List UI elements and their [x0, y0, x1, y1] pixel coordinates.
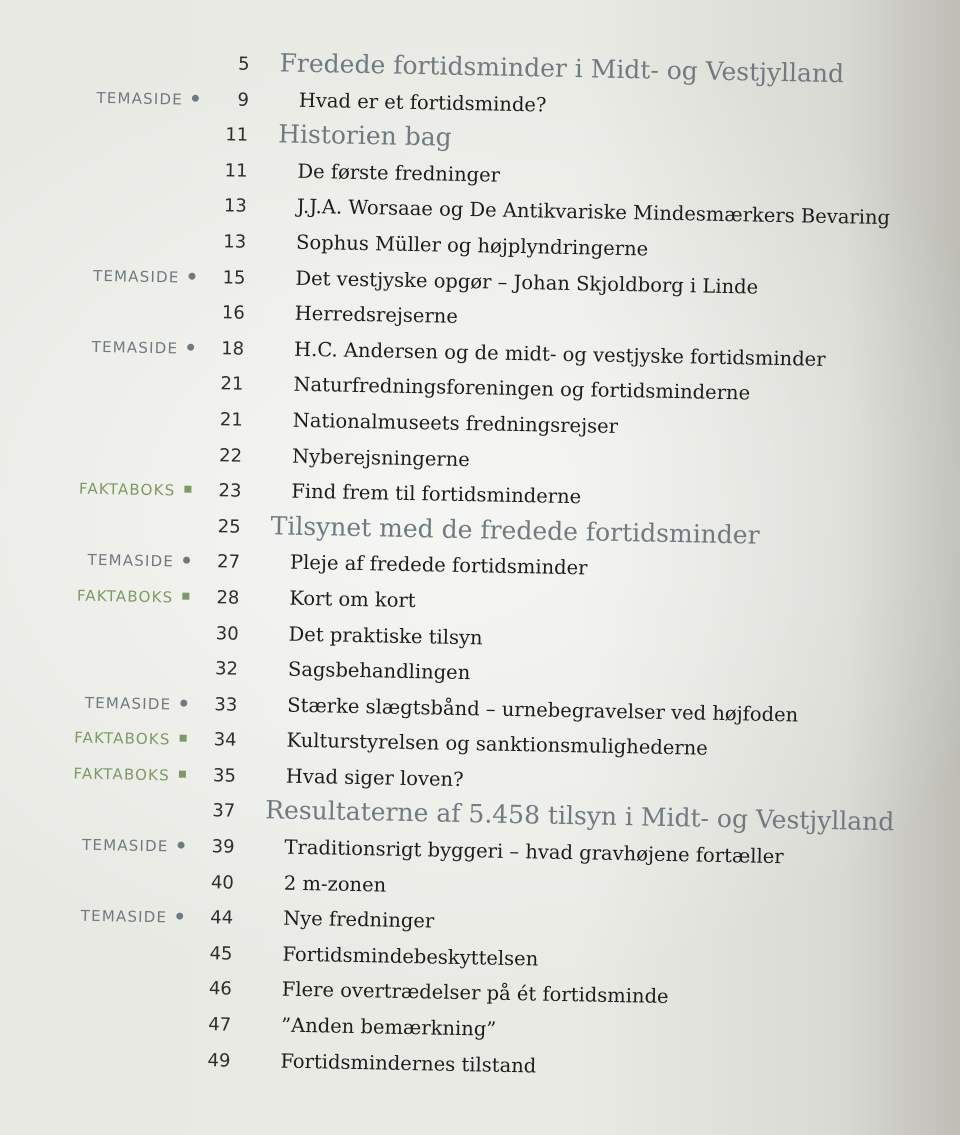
temaside-label — [93, 266, 196, 286]
page-number: 30 — [215, 622, 239, 645]
page-number: 11 — [224, 160, 248, 182]
bullet-square-icon — [184, 486, 191, 493]
page-number: 22 — [218, 444, 243, 467]
temaside-label — [81, 907, 184, 927]
temaside-label — [85, 693, 188, 713]
tag-text: TEMASIDE — [91, 337, 179, 358]
tag-text: TEMASIDE — [96, 88, 184, 109]
faktaboks-label — [73, 764, 186, 784]
faktaboks-label — [77, 586, 190, 606]
page-number: 23 — [218, 480, 242, 502]
page-number: 21 — [220, 373, 244, 396]
faktaboks-label — [79, 480, 192, 500]
faktaboks-label — [74, 729, 187, 749]
bullet-dot-icon — [183, 557, 190, 564]
page-number: 15 — [222, 266, 246, 289]
page-number: 44 — [210, 907, 234, 929]
bullet-dot-icon — [188, 272, 195, 279]
section-heading: Historien bag — [277, 119, 452, 152]
page-number: 5 — [237, 53, 250, 75]
entry-title: De første fredninger — [297, 159, 501, 187]
bullet-dot-icon — [178, 842, 185, 849]
page-number: 46 — [208, 978, 233, 1001]
entry-title: Kulturstyrelsen og sanktionsmulighederne — [286, 728, 709, 760]
entry-title: Fortidsmindebeskyttelsen — [282, 942, 539, 971]
page-number: 18 — [221, 338, 245, 360]
bullet-dot-icon — [176, 913, 183, 920]
entry-title: Nyberejsningerne — [291, 444, 471, 471]
page-number: 32 — [214, 658, 239, 680]
entry-title: Det praktiske tilsyn — [288, 622, 483, 649]
temaside-label — [92, 338, 195, 358]
page-number: 21 — [219, 409, 243, 431]
entry-title: Kort om kort — [289, 586, 416, 612]
temaside-label — [82, 836, 185, 856]
page-number: 25 — [217, 515, 241, 538]
bullet-square-icon — [180, 735, 187, 742]
bullet-dot-icon — [180, 699, 187, 706]
tag-text: TEMASIDE — [87, 551, 175, 571]
page-number: 28 — [216, 587, 240, 609]
entry-title: Det vestjyske opgør – Johan Skjoldborg i Linde — [295, 266, 759, 299]
table-of-contents — [0, 40, 960, 1090]
entry-title: Nationalmuseets fredningsrejser — [292, 408, 619, 438]
page-number: 33 — [214, 693, 238, 716]
entry-title: Fortidsmindernes tilstand — [280, 1049, 537, 1078]
entry-title: 2 m-zonen — [283, 871, 387, 897]
bullet-dot-icon — [192, 94, 199, 101]
entry-title: Hvad er et fortidsminde? — [298, 88, 547, 117]
entry-title: Flere overtrædelser på ét fortidsminde — [281, 978, 669, 1009]
bullet-square-icon — [179, 770, 186, 777]
page-number: 13 — [223, 195, 248, 218]
page-number: 9 — [237, 89, 250, 111]
entry-title: J.J.A. Worsaae og De Antikvariske Mindesmærkers Bevaring — [296, 195, 891, 230]
page-number: 47 — [208, 1014, 232, 1036]
entry-title: Hvad siger loven? — [285, 764, 464, 791]
section-heading: Fredede fortidsminder i Midt- og Vestjylland — [279, 48, 845, 89]
tag-text: TEMASIDE — [81, 835, 169, 856]
page-number: 39 — [211, 836, 235, 858]
page-number: 11 — [225, 124, 249, 146]
page-number: 45 — [209, 943, 233, 965]
page-number: 13 — [223, 231, 247, 253]
entry-title: H.C. Andersen og de midt- og vestjyske fortidsminder — [293, 337, 826, 371]
page-number: 27 — [216, 551, 241, 574]
page-number: 37 — [212, 800, 236, 823]
tag-text: FAKTABOKS — [74, 728, 171, 749]
entry-title: ”Anden bemærkning” — [280, 1013, 497, 1041]
entry-title: Sagsbehandlingen — [287, 657, 471, 685]
entry-title: Stærke slægtsbånd – urnebegravelser ved højfoden — [287, 693, 799, 727]
entry-title: Nye fredninger — [282, 906, 435, 933]
tag-text: TEMASIDE — [80, 906, 168, 927]
entry-title: Sophus Müller og højplyndringerne — [295, 230, 649, 261]
temaside-label — [87, 551, 190, 571]
bullet-dot-icon — [187, 343, 194, 350]
entry-title: Find frem til fortidsminderne — [291, 479, 582, 509]
tag-text: FAKTABOKS — [73, 764, 171, 785]
page-number: 35 — [212, 765, 237, 787]
temaside-label — [96, 88, 199, 108]
page-number: 49 — [207, 1049, 231, 1072]
entry-title: Traditionsrigt byggeri – hvad gravhøjene fortæller — [284, 835, 784, 869]
tag-text: TEMASIDE — [84, 693, 172, 714]
section-heading: Resultaterne af 5.458 tilsyn i Midt- og Vestjylland — [264, 795, 895, 837]
entry-title: Pleje af fredede fortidsminder — [289, 550, 588, 580]
page-number: 34 — [213, 729, 237, 751]
entry-title: Herredsrejserne — [294, 301, 459, 328]
bullet-square-icon — [182, 593, 189, 600]
tag-text: TEMASIDE — [92, 266, 180, 287]
entry-title: Naturfredningsforeningen og fortidsminderne — [293, 373, 751, 405]
page-number: 40 — [210, 871, 235, 894]
tag-text: FAKTABOKS — [78, 479, 176, 500]
page-number: 16 — [221, 302, 245, 324]
section-heading: Tilsynet med de fredede fortidsminder — [270, 511, 760, 550]
tag-text: FAKTABOKS — [76, 586, 174, 607]
